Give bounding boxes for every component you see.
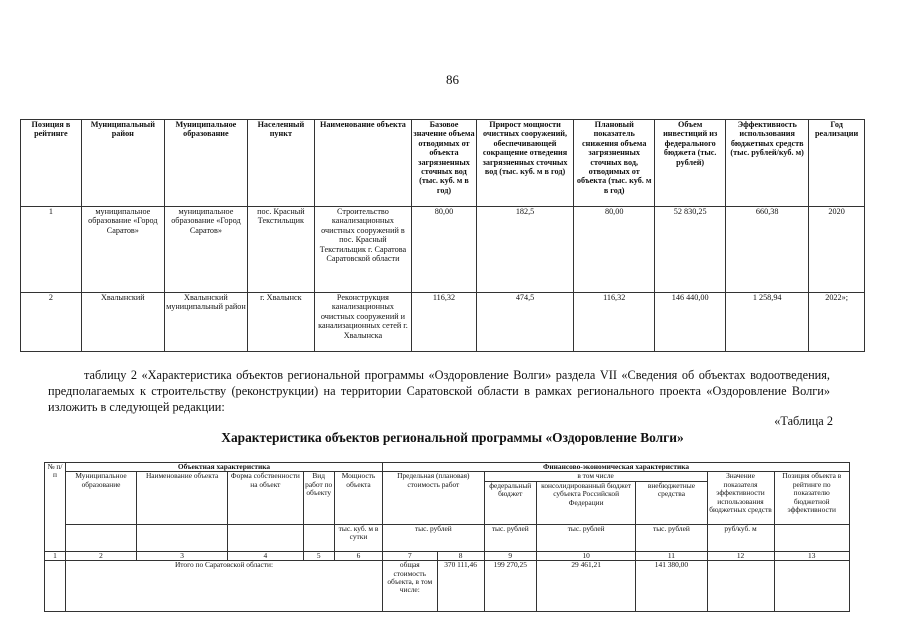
- table-header-row: [45, 524, 850, 551]
- table-cell: муниципальное образование «Город Саратов»: [164, 207, 247, 293]
- header-cell: тыс. рублей: [536, 524, 635, 551]
- column-number: 6: [334, 551, 382, 560]
- table-cell: 146 440,00: [655, 293, 726, 352]
- objects-rating-table: [20, 119, 865, 352]
- header-cell: консолидированный бюджет субъекта Российской Федерации: [536, 481, 635, 524]
- table-cell: [774, 561, 850, 612]
- table-cell: [45, 561, 66, 612]
- table-cell: 116,32: [574, 293, 655, 352]
- table-cell: Реконструкция канализационных очистных сооружений и канализационных сетей г. Хвалынска: [314, 293, 411, 352]
- header-cell: Наименование объекта: [137, 472, 228, 524]
- total-label: Итого по Саратовской области:: [65, 561, 382, 612]
- header-cell: [137, 524, 228, 551]
- column-number: 8: [437, 551, 484, 560]
- header-cell: тыс. куб. м в сутки: [334, 524, 382, 551]
- table-cell: 80,00: [574, 207, 655, 293]
- table-cell: Хвалынский: [81, 293, 164, 352]
- header-cell: Год реализации: [809, 120, 865, 207]
- total-federal: 199 270,25: [484, 561, 536, 612]
- total-cost: 370 111,46: [437, 561, 484, 612]
- header-cell: Муниципальное образование: [164, 120, 247, 207]
- total-row: [45, 561, 850, 612]
- header-cell: Значение показателя эффективности использования бюджетных средств: [707, 472, 774, 524]
- column-number: 11: [636, 551, 707, 560]
- table-header-row: [45, 463, 850, 472]
- column-number: 1: [45, 551, 66, 560]
- table-cell: г. Хвалынск: [247, 293, 314, 352]
- header-cell: [303, 524, 334, 551]
- table-cell: 2020: [809, 207, 865, 293]
- header-cell: Муниципальное образование: [65, 472, 136, 524]
- total-cost-label: общая стоимость объекта, в том числе:: [383, 561, 437, 612]
- table-cell: 2022»;: [809, 293, 865, 352]
- table-cell: [707, 561, 774, 612]
- header-cell: Предельная (плановая) стоимость работ: [383, 472, 485, 524]
- column-number: 2: [65, 551, 136, 560]
- column-number-row: [45, 551, 850, 560]
- table-header-row: [45, 472, 850, 481]
- header-cell: в том числе: [484, 472, 707, 481]
- header-cell: Муниципальный район: [81, 120, 164, 207]
- header-cell: [774, 524, 850, 551]
- header-cell: тыс. рублей: [484, 524, 536, 551]
- header-cell: тыс. рублей: [636, 524, 707, 551]
- header-cell: Эффективность использования бюджетных средств (тыс. рублей/куб. м): [726, 120, 809, 207]
- column-number: 10: [536, 551, 635, 560]
- objects-characteristics-table: [44, 462, 850, 612]
- column-number: 9: [484, 551, 536, 560]
- header-cell: Плановый показатель снижения объема загрязненных сточных вод, отводимых от объекта (тыс. куб. м в год): [574, 120, 655, 207]
- column-number: 3: [137, 551, 228, 560]
- table-cell: 660,38: [726, 207, 809, 293]
- table-cell: 1 258,94: [726, 293, 809, 352]
- total-consolidated: 29 461,21: [536, 561, 635, 612]
- table-row: [21, 293, 865, 352]
- header-cell: внебюджетные средства: [636, 481, 707, 524]
- header-cell: Прирост мощности очистных сооружений, обеспечивающей сокращение отведения загрязненных сточных вод (тыс. куб. м в год): [476, 120, 573, 207]
- table-reference: «Таблица 2: [774, 414, 833, 428]
- table-row: [21, 207, 865, 293]
- header-cell: Мощность объекта: [334, 472, 382, 524]
- column-number: 12: [707, 551, 774, 560]
- table-cell: 474,5: [476, 293, 573, 352]
- header-cell: Вид работ по объекту: [303, 472, 334, 524]
- table-cell: 1: [21, 207, 82, 293]
- header-cell: Населенный пункт: [247, 120, 314, 207]
- page-number: 86: [446, 72, 459, 87]
- column-number: 13: [774, 551, 850, 560]
- table-header-row: [21, 120, 865, 207]
- paragraph-text: таблицу 2 «Характеристика объектов региональной программы «Оздоровление Волги» раздела VII «Сведения об объектах водоотведения, предполагаемых к строительству (реконструкции) на территории Саратовской области в рамках регионального проекта «Оздоровление Волги» изложить в следующей редакции:: [48, 368, 830, 414]
- column-number: 4: [228, 551, 303, 560]
- header-cell: руб/куб. м: [707, 524, 774, 551]
- header-cell: Позиция в рейтинге: [21, 120, 82, 207]
- total-extrabudget: 141 380,00: [636, 561, 707, 612]
- table-cell: 52 830,25: [655, 207, 726, 293]
- header-cell: тыс. рублей: [383, 524, 485, 551]
- table-cell: 80,00: [412, 207, 477, 293]
- table-cell: 182,5: [476, 207, 573, 293]
- table-cell: 2: [21, 293, 82, 352]
- table-cell: Строительство канализационных очистных сооружений в пос. Красный Текстильщик г. Саратова Саратовской области: [314, 207, 411, 293]
- table-title: Характеристика объектов региональной программы «Оздоровление Волги»: [221, 430, 684, 445]
- column-number: 5: [303, 551, 334, 560]
- header-cell: [65, 524, 136, 551]
- header-cell: Объектная характеристика: [65, 463, 382, 472]
- column-number: 7: [383, 551, 437, 560]
- header-cell: № п/п: [45, 463, 66, 552]
- header-cell: Базовое значение объема отводимых от объекта загрязненных сточных вод (тыс. куб. м в год): [412, 120, 477, 207]
- header-cell: Финансово-экономическая характеристика: [383, 463, 850, 472]
- header-cell: федеральный бюджет: [484, 481, 536, 524]
- instruction-paragraph: [48, 367, 830, 415]
- header-cell: Объем инвестиций из федерального бюджета (тыс. рублей): [655, 120, 726, 207]
- table-cell: пос. Красный Текстильщик: [247, 207, 314, 293]
- table-cell: 116,32: [412, 293, 477, 352]
- header-cell: Наименование объекта: [314, 120, 411, 207]
- table-cell: Хвалынский муниципальный район: [164, 293, 247, 352]
- table-cell: муниципальное образование «Город Саратов»: [81, 207, 164, 293]
- header-cell: Форма собственности на объект: [228, 472, 303, 524]
- header-cell: [228, 524, 303, 551]
- header-cell: Позиция объекта в рейтинге по показателю бюджетной эффективности: [774, 472, 850, 524]
